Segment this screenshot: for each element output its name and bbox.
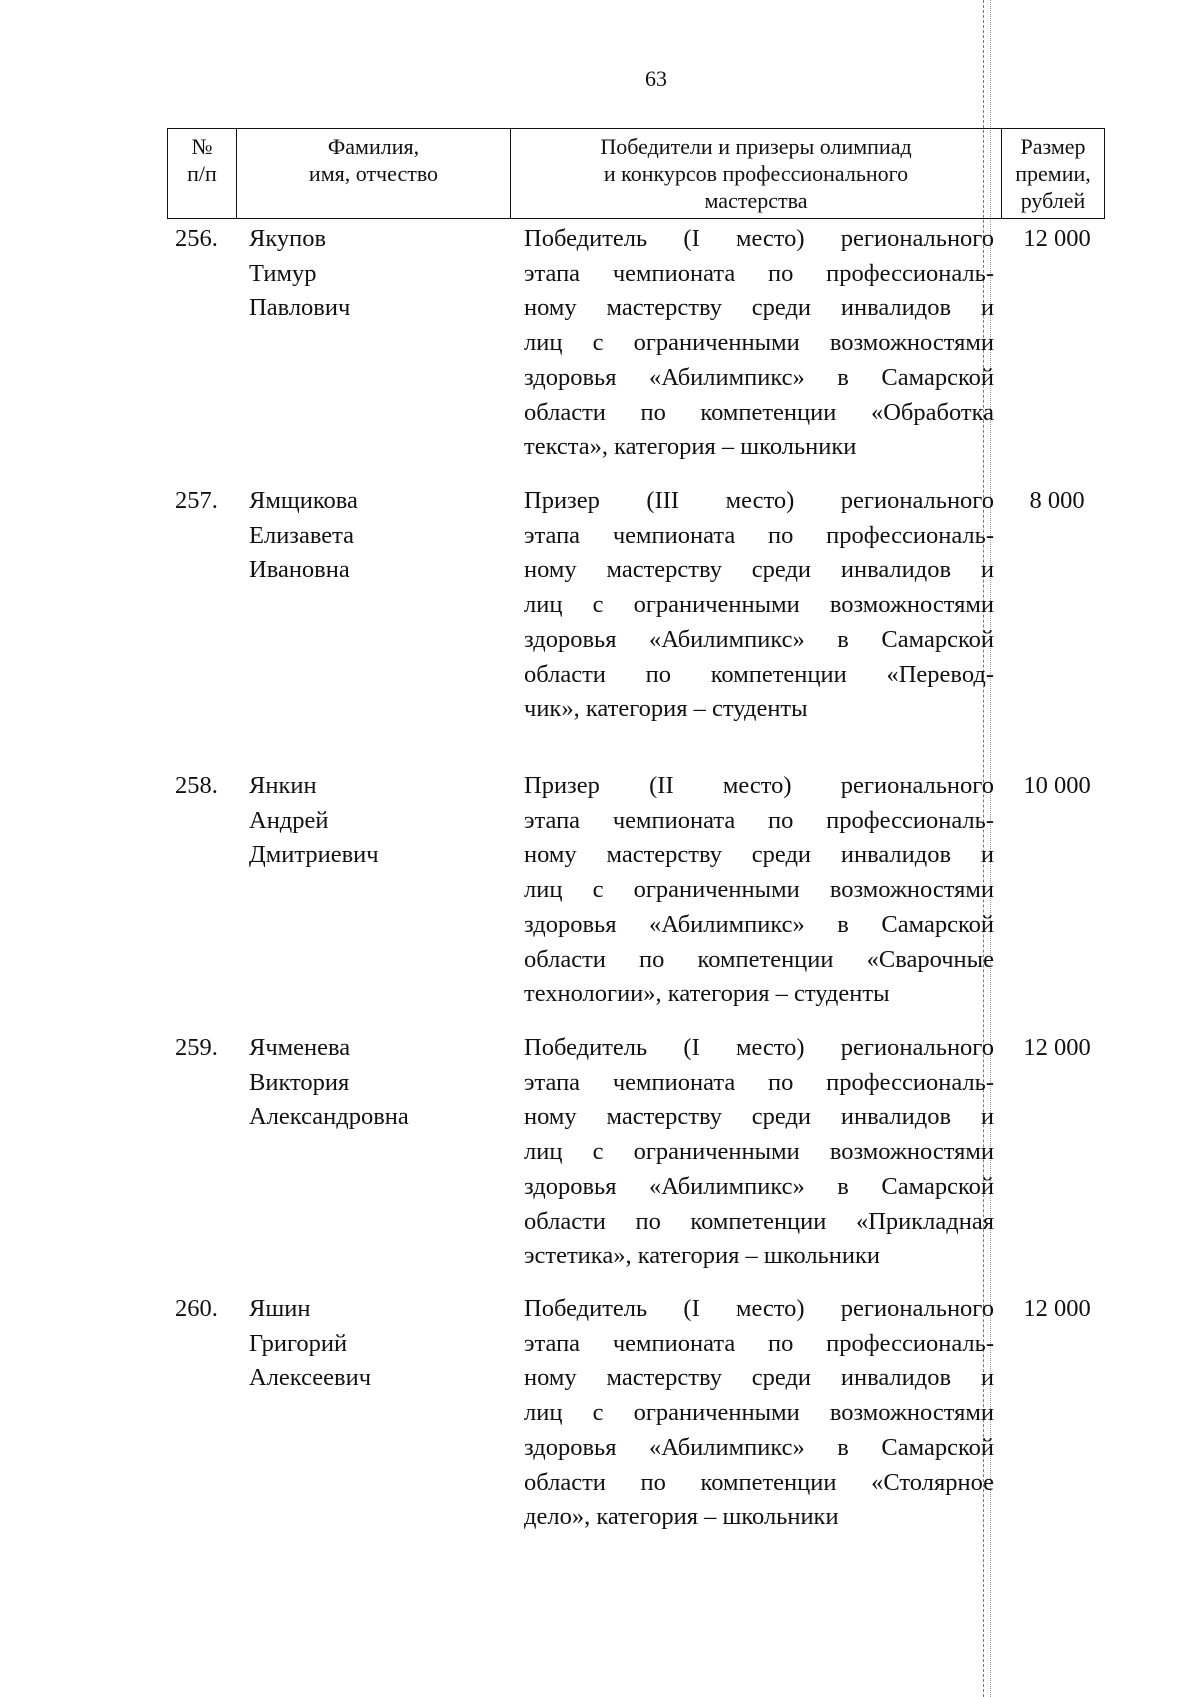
header-col-description: Победители и призеры олимпиад и конкурсов профессионального мастерства (511, 129, 1002, 219)
row-amount: 12 000 (1023, 1034, 1091, 1061)
row-description: Победитель (I место) регионального этапа чемпионата по профессиональ- ному мастерству среди инвалидов и лиц с ограниченными возможностями здоровья «Абилимпикс» в Самарской области по компетенции «Столярное дело», категория – школьники (524, 1295, 994, 1531)
row-amount: 12 000 (1023, 225, 1091, 252)
row-amount: 10 000 (1023, 772, 1091, 799)
row-number: 259. (175, 1034, 218, 1061)
row-number: 257. (175, 487, 218, 514)
row-description: Победитель (I место) регионального этапа чемпионата по профессиональ- ному мастерству среди инвалидов и лиц с ограниченными возможностями здоровья «Абилимпикс» в Самарской области по компетенции «Обработка текста», категория – школьники (524, 225, 994, 461)
row-amount: 8 000 (1029, 487, 1085, 514)
row-description: Призер (II место) регионального этапа чемпионата по профессиональ- ному мастерству среди инвалидов и лиц с ограниченными возможностями здоровья «Абилимпикс» в Самарской области по компетенции «Сварочные технологии», категория – студенты (524, 772, 994, 1008)
table-header (167, 128, 1105, 219)
row-amount: 12 000 (1023, 1295, 1091, 1322)
row-number: 260. (175, 1295, 218, 1322)
header-col-number: № п/п (168, 129, 237, 219)
header-col-name: Фамилия, имя, отчество (237, 129, 511, 219)
row-name: Ямщикова Елизавета Ивановна (249, 487, 358, 584)
row-name: Ячменева Виктория Александровна (249, 1034, 409, 1131)
row-description: Призер (III место) регионального этапа чемпионата по профессиональ- ному мастерству среди инвалидов и лиц с ограниченными возможностями здоровья «Абилимпикс» в Самарской области по компетенции «Перевод- чик», категория – студенты (524, 487, 994, 723)
page-number: 63 (645, 66, 667, 91)
row-name: Янкин Андрей Дмитриевич (249, 772, 379, 869)
row-description: Победитель (I место) регионального этапа чемпионата по профессиональ- ному мастерству среди инвалидов и лиц с ограниченными возможностями здоровья «Абилимпикс» в Самарской области по компетенции «Прикладная эстетика», категория – школьники (524, 1034, 994, 1270)
row-number: 258. (175, 772, 218, 799)
row-name: Якупов Тимур Павлович (249, 225, 351, 322)
row-name: Яшин Григорий Алексеевич (249, 1295, 372, 1392)
header-col-amount: Размер премии, рублей (1002, 129, 1105, 219)
row-number: 256. (175, 225, 218, 252)
